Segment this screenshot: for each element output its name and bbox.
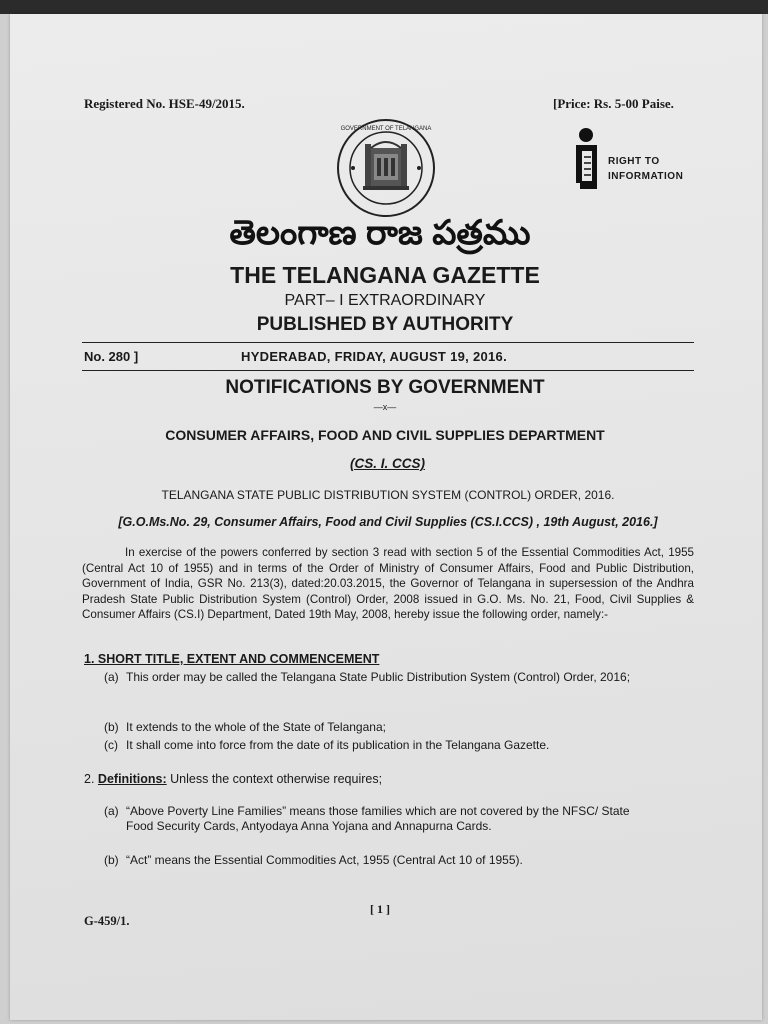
top-rule [82,342,694,343]
section-2-item-b-text: “Act” means the Essential Commodities Act, 1955 (Central Act 10 of 1955). [126,853,523,867]
section-code: (CS. I. CCS) [349,456,425,471]
section-1-item-b-text: It extends to the whole of the State of Telangana; [126,720,386,734]
page-number: [ 1 ] [370,902,390,916]
section-2-item-a-text: “Above Poverty Line Families” means those families which are not covered by the NFSC/ State Food Security Cards, Antyodaya Anna Yojana and Annapurna Cards. [126,804,630,833]
section-1-item-a-label: (a) [104,670,119,684]
notifications-heading: NOTIFICATIONS BY GOVERNMENT [225,377,545,398]
definitions-label: Definitions: [97,772,167,786]
section-2-heading [84,772,382,786]
issue-dateline: HYDERABAD, FRIDAY, AUGUST 19, 2016. [241,349,507,364]
telugu-title: తెలంగాణ రాజ పత్రము [229,214,531,252]
print-code: G-459/1. [84,914,130,928]
rti-line-1: RIGHT TO [608,156,660,167]
telangana-emblem-icon [333,118,439,218]
section-1-item-b-label: (b) [104,720,119,734]
preamble-paragraph: In exercise of the powers conferred by section 3 read with section 5 of the Essential Commodities Act, 1955 (Central Act 10 of 1955) and in terms of the Order of Ministry of Consumer Affairs, Food and Public Distribution, Government of India, GSR No. 213(3), dated:20.03.2015, the Governor of Telangana in supersession of the Andhra Pradesh State Public Distribution System (Control) Order, 2008 issued in G.O. Ms. No. 21, Food, Civil Supplies & Consumer Affairs (CS.I) Department, Dated 19th May, 2008, hereby issue the following order, namely:- [82,546,694,621]
section-1-item-a-text: This order may be called the Telangana State Public Distribution System (Control) Order, 2016; [126,670,631,684]
section-2-item-a-label: (a) [104,804,119,818]
heading-separator: —x— [373,402,397,412]
gazette-part: PART– I EXTRAORDINARY [284,292,486,309]
registration-number: Registered No. HSE-49/2015. [84,96,245,111]
department-heading: CONSUMER AFFAIRS, FOOD AND CIVIL SUPPLIES DEPARTMENT [165,427,605,443]
order-title: TELANGANA STATE PUBLIC DISTRIBUTION SYSTEM (CONTROL) ORDER, 2016. [161,488,615,502]
scan-top-edge [0,0,768,14]
bottom-rule [82,370,694,371]
section-1-item-c-text: It shall come into force from the date of its publication in the Telangana Gazette. [126,738,550,752]
section-2-number: 2. [84,772,95,786]
published-by-authority: PUBLISHED BY AUTHORITY [256,314,514,335]
emblem-text: GOVERNMENT OF TELANGANA [340,126,432,132]
section-1-item-c-label: (c) [104,738,118,752]
go-reference: [G.O.Ms.No. 29, Consumer Affairs, Food and Civil Supplies (CS.I.CCS) , 19th August, 2016.] [118,515,658,529]
section-1-heading: 1. SHORT TITLE, EXTENT AND COMMENCEMENT [84,652,380,666]
definitions-intro: Unless the context otherwise requires; [166,772,383,786]
section-2-item-b-label: (b) [104,853,119,867]
issue-number: No. 280 ] [84,349,139,364]
rti-label [608,154,683,184]
rti-line-2: INFORMATION [608,171,684,182]
price-label: [Price: Rs. 5-00 Paise. [553,96,674,111]
gazette-title: THE TELANGANA GAZETTE [230,262,540,288]
